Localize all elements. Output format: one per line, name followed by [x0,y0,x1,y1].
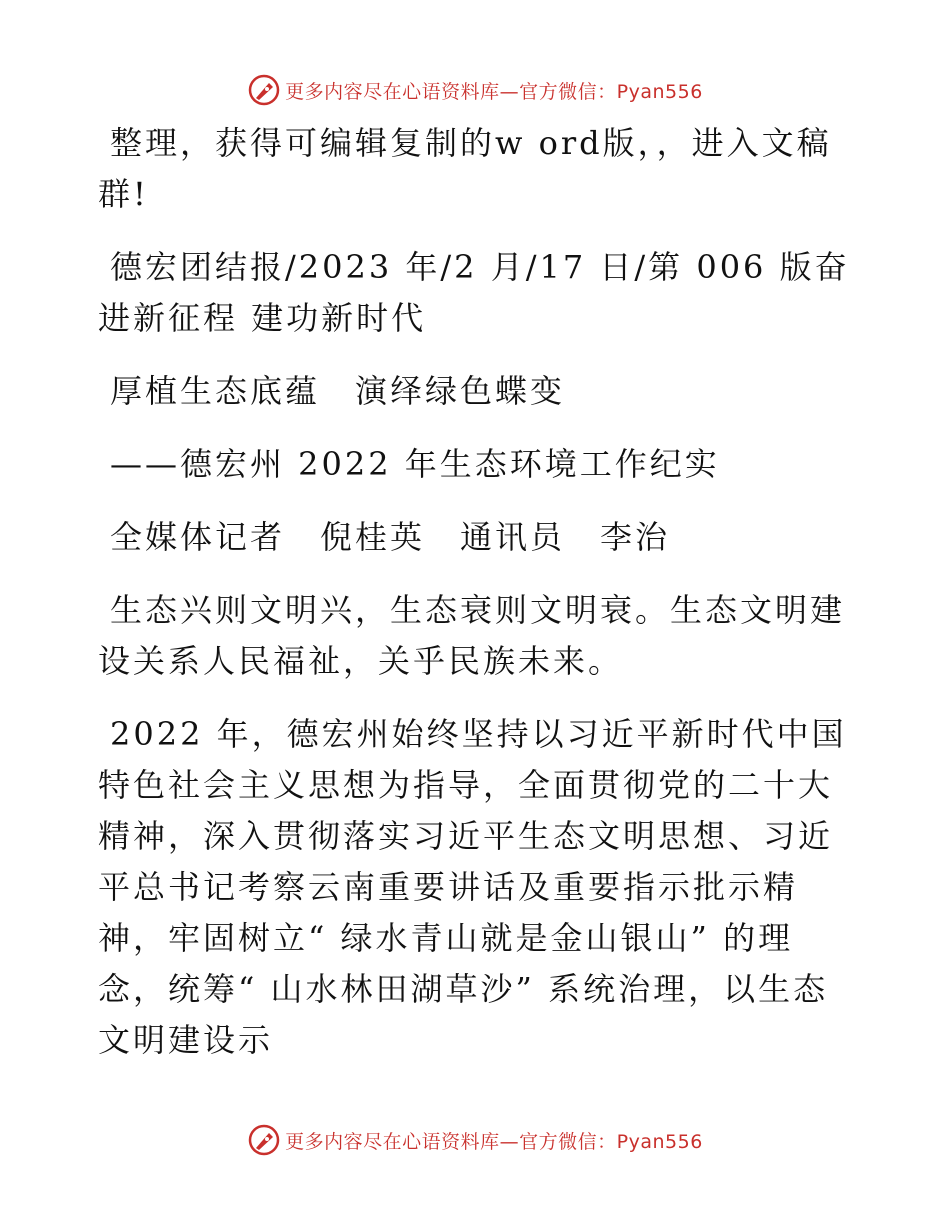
document-body [98,118,850,1088]
article-byline: 全媒体记者 倪桂英 通讯员 李治 [110,518,671,556]
paragraph-body: 2022 年，德宏州始终坚持以习近平新时代中国特色社会主义思想为指导，全面贯彻党的二十大精神，深入贯彻落实习近平生态文明思想、习近平总书记考察云南重要讲话及重要指示批示精神，牢固树立“ 绿水青山就是金山银山” 的理念，统筹“ 山水林田湖草沙” 系统治理，以生态文明建设示 [98,715,847,1059]
watermark-footer [0,1120,950,1160]
paragraph-source: 德宏团结报/2023 年/2 月/17 日/第 006 版奋进新征程 建功新时代 [98,248,850,337]
watermark-text: 更多内容尽在心语资料库—官方微信：Pyan556 [285,1130,703,1153]
paragraph-lead: 生态兴则文明兴，生态衰则文明衰。生态文明建设关系人民福祉，关乎民族未来。 [98,591,846,680]
pen-nib-circle-icon [247,1123,281,1157]
pen-nib-circle-icon [247,73,281,107]
article-title: 厚植生态底蕴 演绎绿色蝶变 [110,372,566,410]
watermark-text: 更多内容尽在心语资料库—官方微信：Pyan556 [285,80,703,103]
paragraph-intro: 整理，获得可编辑复制的w ord版，，进入文稿群! [98,124,832,213]
article-subtitle: ——德宏州 2022 年生态环境工作纪实 [110,445,720,483]
watermark-header [0,70,950,110]
